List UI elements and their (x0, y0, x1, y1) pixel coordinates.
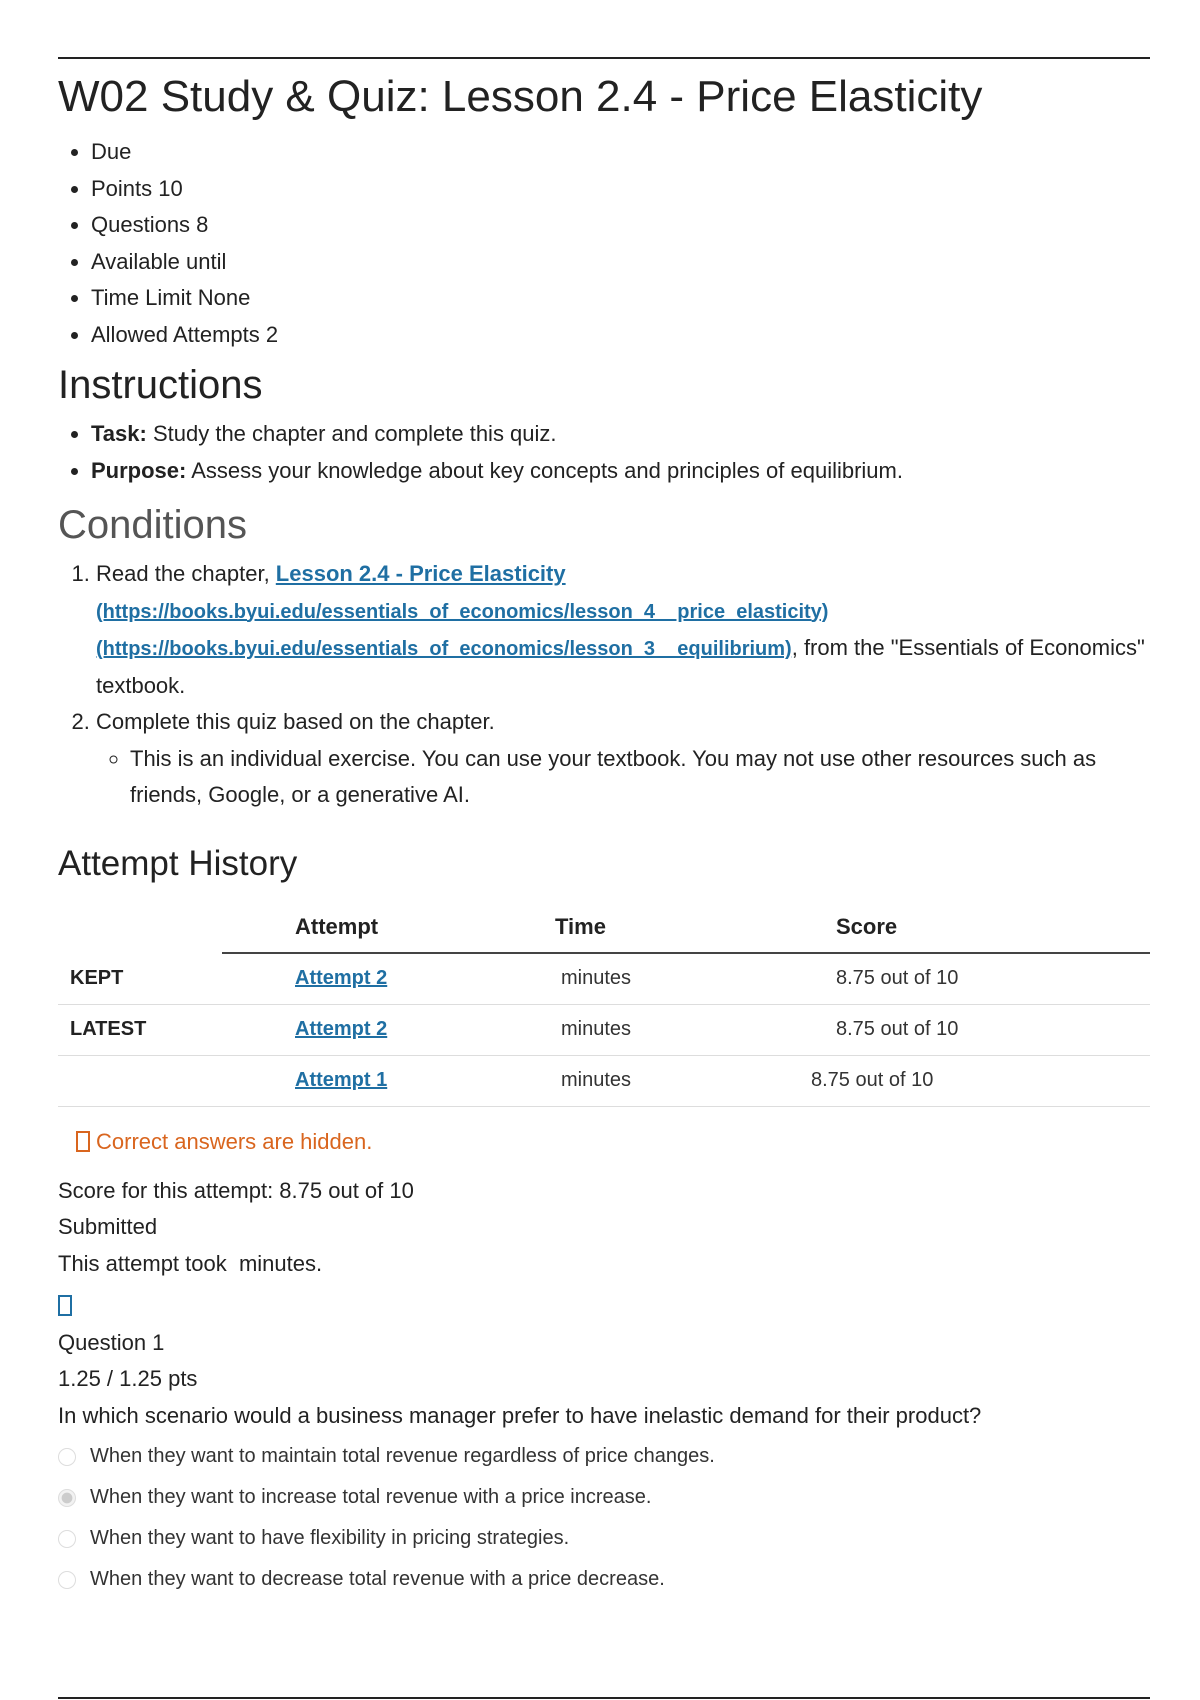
task-label: Task: (91, 421, 147, 446)
condition-text: Read the chapter, (96, 561, 276, 586)
warning-icon (76, 1131, 90, 1152)
attempt-score: 8.75 out of 10 (836, 953, 1150, 1005)
lesson-link[interactable]: Lesson 2.4 - Price Elasticity (275, 561, 566, 586)
bottom-divider (58, 1697, 1150, 1699)
table-row (58, 953, 1150, 1005)
table-header-row (58, 906, 1150, 953)
attempt-score: 8.75 out of 10 (811, 1055, 1125, 1106)
column-header-time: Time (555, 906, 836, 953)
attempt-history-heading: Attempt History (58, 843, 298, 883)
attempt-duration: This attempt took minutes. (58, 1250, 323, 1276)
answer-options (58, 1436, 1150, 1600)
question-points: 1.25 / 1.25 pts (58, 1366, 198, 1391)
answer-option-selected[interactable]: When they want to increase total revenue with a price increase. (58, 1477, 1150, 1518)
instruction-task (91, 416, 1150, 453)
quiz-page (58, 62, 1150, 1600)
attempt-time: minutes (555, 953, 836, 1005)
instruction-purpose (91, 453, 1150, 490)
radio-button[interactable] (58, 1448, 76, 1466)
conditions-list (58, 556, 1150, 814)
attempt-score: 8.75 out of 10 (836, 1004, 1150, 1055)
top-divider (58, 57, 1150, 59)
condition-text: Complete this quiz based on the chapter. (96, 709, 495, 734)
attempt-time: minutes (555, 1055, 836, 1106)
condition-complete-quiz (96, 704, 1150, 814)
attempt-history-table (58, 906, 1150, 1107)
answers-hidden-notice (76, 1129, 1150, 1155)
radio-button[interactable] (58, 1530, 76, 1548)
meta-available-until: • Available until (91, 244, 1150, 281)
lesson-4-url-link[interactable]: (https://books.byui.edu/essentials_of_economics/lesson_4 price_elasticity) (96, 600, 829, 623)
meta-allowed-attempts: • Allowed Attempts 2 (91, 317, 1150, 354)
page-title: W02 Study & Quiz: Lesson 2.4 - Price Elasticity (58, 72, 983, 121)
row-label: LATEST (58, 1004, 222, 1055)
attempt-link[interactable]: Attempt 2 (295, 967, 388, 989)
task-text: Study the chapter and complete this quiz. (146, 421, 557, 446)
notice-text: Correct answers are hidden. (96, 1128, 373, 1154)
instructions-heading: Instructions (58, 363, 263, 407)
instructions-list (58, 416, 1150, 489)
attempt-time: minutes (555, 1004, 836, 1055)
answer-option[interactable]: When they want to have flexibility in pricing strategies. (58, 1518, 1150, 1559)
answer-option[interactable]: When they want to maintain total revenue regardless of price changes. (58, 1436, 1150, 1477)
attempt-link[interactable]: Attempt 1 (295, 1069, 388, 1091)
purpose-label: Purpose: (91, 457, 187, 483)
meta-points: • Points 10 (91, 171, 1150, 208)
row-label (58, 1055, 222, 1106)
radio-button[interactable] (58, 1571, 76, 1589)
condition-subnote: ◦ This is an individual exercise. You can use your textbook. You may not use other resources such as friends, Google, or a generative AI. (130, 741, 1150, 814)
condition-suffix: , from the "Essentials of Economics" textbook. (96, 635, 1145, 698)
table-row (58, 1055, 1150, 1106)
table-row (58, 1004, 1150, 1055)
attempt-link[interactable]: Attempt 2 (295, 1018, 388, 1040)
meta-questions: • Questions 8 (91, 207, 1150, 244)
meta-due: • Due (91, 134, 1150, 171)
column-header-score: Score (836, 906, 1150, 953)
row-label: KEPT (58, 953, 222, 1005)
answer-option[interactable]: When they want to decrease total revenue with a price decrease. (58, 1559, 1150, 1600)
conditions-heading: Conditions (58, 503, 248, 547)
attempt-status: Submitted (58, 1214, 158, 1239)
purpose-text: Assess your knowledge about key concepts and principles of equilibrium. (186, 457, 903, 483)
column-header-attempt: Attempt (222, 906, 555, 953)
quiz-meta-list (58, 134, 1150, 353)
lesson-3-url-link[interactable]: (https://books.byui.edu/essentials_of_economics/lesson_3 equilibrium) (96, 638, 792, 660)
attempt-score-text: Score for this attempt: 8.75 out of 10 (58, 1177, 414, 1203)
question-text: In which scenario would a business manager prefer to have inelastic demand for their product? (58, 1402, 982, 1428)
condition-read-chapter (96, 556, 1150, 704)
question-title: Question 1 (58, 1329, 165, 1355)
radio-button-selected[interactable] (58, 1489, 76, 1507)
question-flag-icon[interactable] (58, 1288, 1150, 1325)
meta-time-limit: • Time Limit None (91, 280, 1150, 317)
